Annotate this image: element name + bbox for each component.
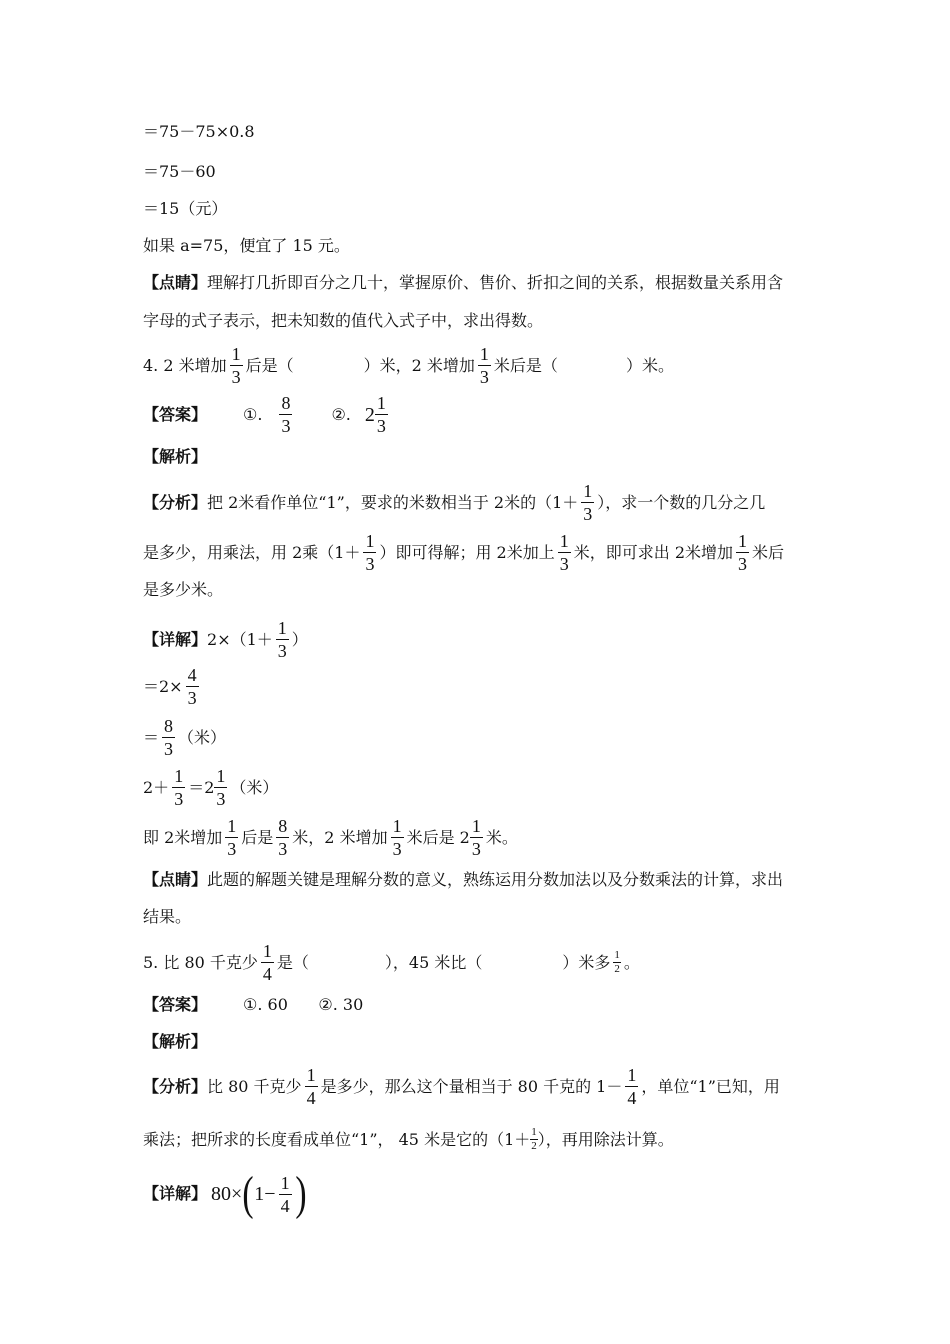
text: 米后	[752, 542, 785, 562]
num: 1	[365, 531, 375, 551]
num: 8	[278, 816, 288, 836]
text: （米）	[230, 777, 279, 797]
fraction	[736, 532, 749, 573]
q4-dianjing-b	[143, 909, 191, 925]
den: 4	[280, 1195, 290, 1216]
text: ）米，2 米增加	[363, 355, 475, 375]
text: ，单位“1”已知，用	[641, 1076, 780, 1096]
den: 3	[231, 367, 241, 387]
text: 理解打几折即百分之几十，掌握原价、售价、折扣之间的关系，根据数量关系用含	[207, 273, 784, 292]
num: 1	[227, 816, 237, 836]
q4-jiexi	[143, 449, 207, 465]
num: 1	[280, 1172, 290, 1193]
text: −	[264, 1183, 276, 1205]
den: 3	[174, 789, 184, 809]
fraction	[225, 817, 238, 858]
text: ）米多	[562, 952, 611, 972]
fraction	[172, 767, 185, 808]
num: 1	[559, 531, 569, 551]
fraction	[581, 482, 594, 523]
q4-xiangjie-3	[143, 717, 226, 758]
text: ＝75－60	[143, 162, 216, 181]
fraction	[391, 817, 404, 858]
den: 3	[376, 416, 386, 436]
dianjing-line-a	[143, 275, 783, 291]
text: 2＋	[143, 777, 170, 797]
text: ＝2	[188, 777, 215, 797]
text: 是多少，用乘法，用 2乘（1＋	[143, 542, 361, 562]
den: 3	[278, 839, 288, 859]
fraction	[530, 1127, 538, 1152]
den: 3	[471, 839, 481, 859]
den: 3	[164, 739, 174, 759]
text: 比 80 千克少	[207, 1076, 302, 1096]
text: 。	[623, 952, 640, 972]
q5-answer	[143, 997, 363, 1013]
num: 1	[479, 344, 489, 364]
fraction	[363, 532, 376, 573]
fraction	[558, 532, 571, 573]
num: 1	[306, 1065, 316, 1085]
text: 米后是（	[493, 355, 558, 375]
q5-xiangjie-1	[143, 1167, 307, 1220]
fraction	[625, 1066, 638, 1107]
tag: 【解析】	[143, 1032, 208, 1051]
q4-xiangjie-5	[143, 817, 518, 858]
calc-line-3	[143, 201, 227, 217]
calc-line-4	[143, 238, 350, 254]
den: 3	[392, 839, 402, 859]
fraction	[261, 942, 274, 983]
text: ）	[291, 629, 308, 649]
den: 3	[365, 554, 375, 574]
text: ），求一个数的几分之几	[597, 492, 766, 512]
calc-line-1	[143, 124, 255, 140]
text: ＝75－75×0.8	[143, 122, 255, 141]
text: ）米。	[625, 355, 674, 375]
text: 5. 比 80 千克少	[143, 952, 258, 972]
text: 米后是 2	[406, 827, 470, 847]
text: 此题的解题关键是理解分数的意义，熟练运用分数加法以及分数乘法的计算，求出	[207, 870, 784, 889]
num: 1	[531, 1126, 537, 1138]
den: 3	[583, 504, 593, 524]
text: 把 2米看作单位“1”，要求的米数相当于 2米的（1＋	[207, 492, 579, 512]
fraction	[279, 394, 292, 435]
num: 1	[216, 766, 226, 786]
right-paren: )	[294, 1167, 307, 1220]
q5-fenxi-a	[143, 1066, 780, 1107]
q4-dianjing-a	[143, 872, 783, 888]
tag: 【详解】	[143, 1184, 208, 1203]
text: 80×	[211, 1183, 243, 1205]
den: 3	[227, 839, 237, 859]
den: 4	[627, 1088, 637, 1108]
text: 乘法；把所求的长度看成单位“1”， 45 米是它的（1＋	[143, 1129, 531, 1149]
text: ②.	[331, 404, 351, 424]
dianjing-line-b	[143, 313, 543, 329]
text: 字母的式子表示，把未知数的值代入式子中，求出得数。	[143, 311, 544, 330]
tag: 【解析】	[143, 447, 208, 466]
q4-fenxi-a	[143, 482, 765, 523]
q5-jiexi	[143, 1034, 207, 1050]
text: 1	[254, 1183, 265, 1205]
calc-line-2	[143, 164, 216, 180]
fraction	[276, 619, 289, 660]
fraction	[214, 767, 227, 808]
den: 3	[479, 367, 489, 387]
text: ①.	[243, 404, 263, 424]
num: 8	[164, 716, 174, 736]
text: ＝15（元）	[143, 199, 228, 218]
q4-xiangjie-1	[143, 619, 308, 660]
text: 是（	[276, 952, 309, 972]
text: 米。	[485, 827, 518, 847]
fraction	[478, 345, 491, 386]
tag: 【点睛】	[143, 870, 208, 889]
tag: 【答案】	[143, 404, 208, 424]
num: 1	[738, 531, 748, 551]
text: ）即可得解；用 2米加上	[379, 542, 555, 562]
num: 1	[627, 1065, 637, 1085]
text: 后是	[241, 827, 274, 847]
text: 即 2米增加	[143, 827, 223, 847]
fraction	[186, 666, 199, 707]
q4-answer	[143, 394, 391, 435]
q4-xiangjie-2	[143, 666, 202, 707]
den: 4	[306, 1088, 316, 1108]
tag: 【分析】	[143, 492, 208, 512]
text: 是多少，那么这个量相当于 80 千克的 1－	[320, 1076, 623, 1096]
fraction	[162, 717, 175, 758]
fraction	[279, 1174, 292, 1215]
num: 1	[376, 393, 386, 413]
den: 4	[262, 964, 272, 984]
q5-fenxi-b	[143, 1127, 674, 1152]
q5-question	[143, 942, 640, 983]
text: ＝	[143, 727, 160, 747]
tag: 【答案】	[143, 995, 208, 1014]
q4-question	[143, 345, 674, 386]
num: 1	[231, 344, 241, 364]
num: 8	[281, 393, 291, 413]
num: 4	[187, 665, 197, 685]
text: ＝2×	[143, 676, 183, 696]
fraction	[230, 345, 243, 386]
tag: 【分析】	[143, 1076, 208, 1096]
text: 结果。	[143, 907, 192, 926]
fraction	[375, 394, 388, 435]
den: 2	[614, 963, 620, 975]
text: 如果 a=75，便宜了 15 元。	[143, 236, 350, 255]
text: 米，即可求出 2米增加	[573, 542, 734, 562]
q4-xiangjie-4	[143, 767, 278, 808]
fraction	[276, 817, 289, 858]
text: 4. 2 米增加	[143, 355, 227, 375]
num: 1	[262, 941, 272, 961]
num: 1	[392, 816, 402, 836]
den: 3	[216, 789, 226, 809]
text: （米）	[178, 727, 227, 747]
den: 3	[738, 554, 748, 574]
left-paren: (	[242, 1167, 254, 1220]
text: ①. 60 ②. 30	[243, 995, 364, 1014]
num: 1	[174, 766, 184, 786]
text: 是多少米。	[143, 580, 224, 599]
fraction	[305, 1066, 318, 1107]
fraction	[613, 950, 621, 975]
text: ），再用除法计算。	[537, 1129, 674, 1149]
den: 3	[281, 416, 291, 436]
den: 3	[187, 688, 197, 708]
q4-fenxi-b	[143, 532, 784, 573]
den: 2	[531, 1140, 537, 1152]
num: 1	[277, 618, 287, 638]
q4-fenxi-c	[143, 582, 223, 598]
den: 3	[559, 554, 569, 574]
fraction	[470, 817, 483, 858]
text: 米，2 米增加	[292, 827, 388, 847]
num: 1	[471, 816, 481, 836]
num: 1	[614, 949, 620, 961]
text: 2	[364, 403, 375, 426]
den: 3	[277, 641, 287, 661]
text: ），45 米比（	[384, 952, 483, 972]
text: 后是（	[245, 355, 294, 375]
tag: 【详解】	[143, 629, 208, 649]
tag: 【点睛】	[143, 273, 208, 292]
text: 2×（1＋	[207, 629, 273, 649]
num: 1	[583, 481, 593, 501]
